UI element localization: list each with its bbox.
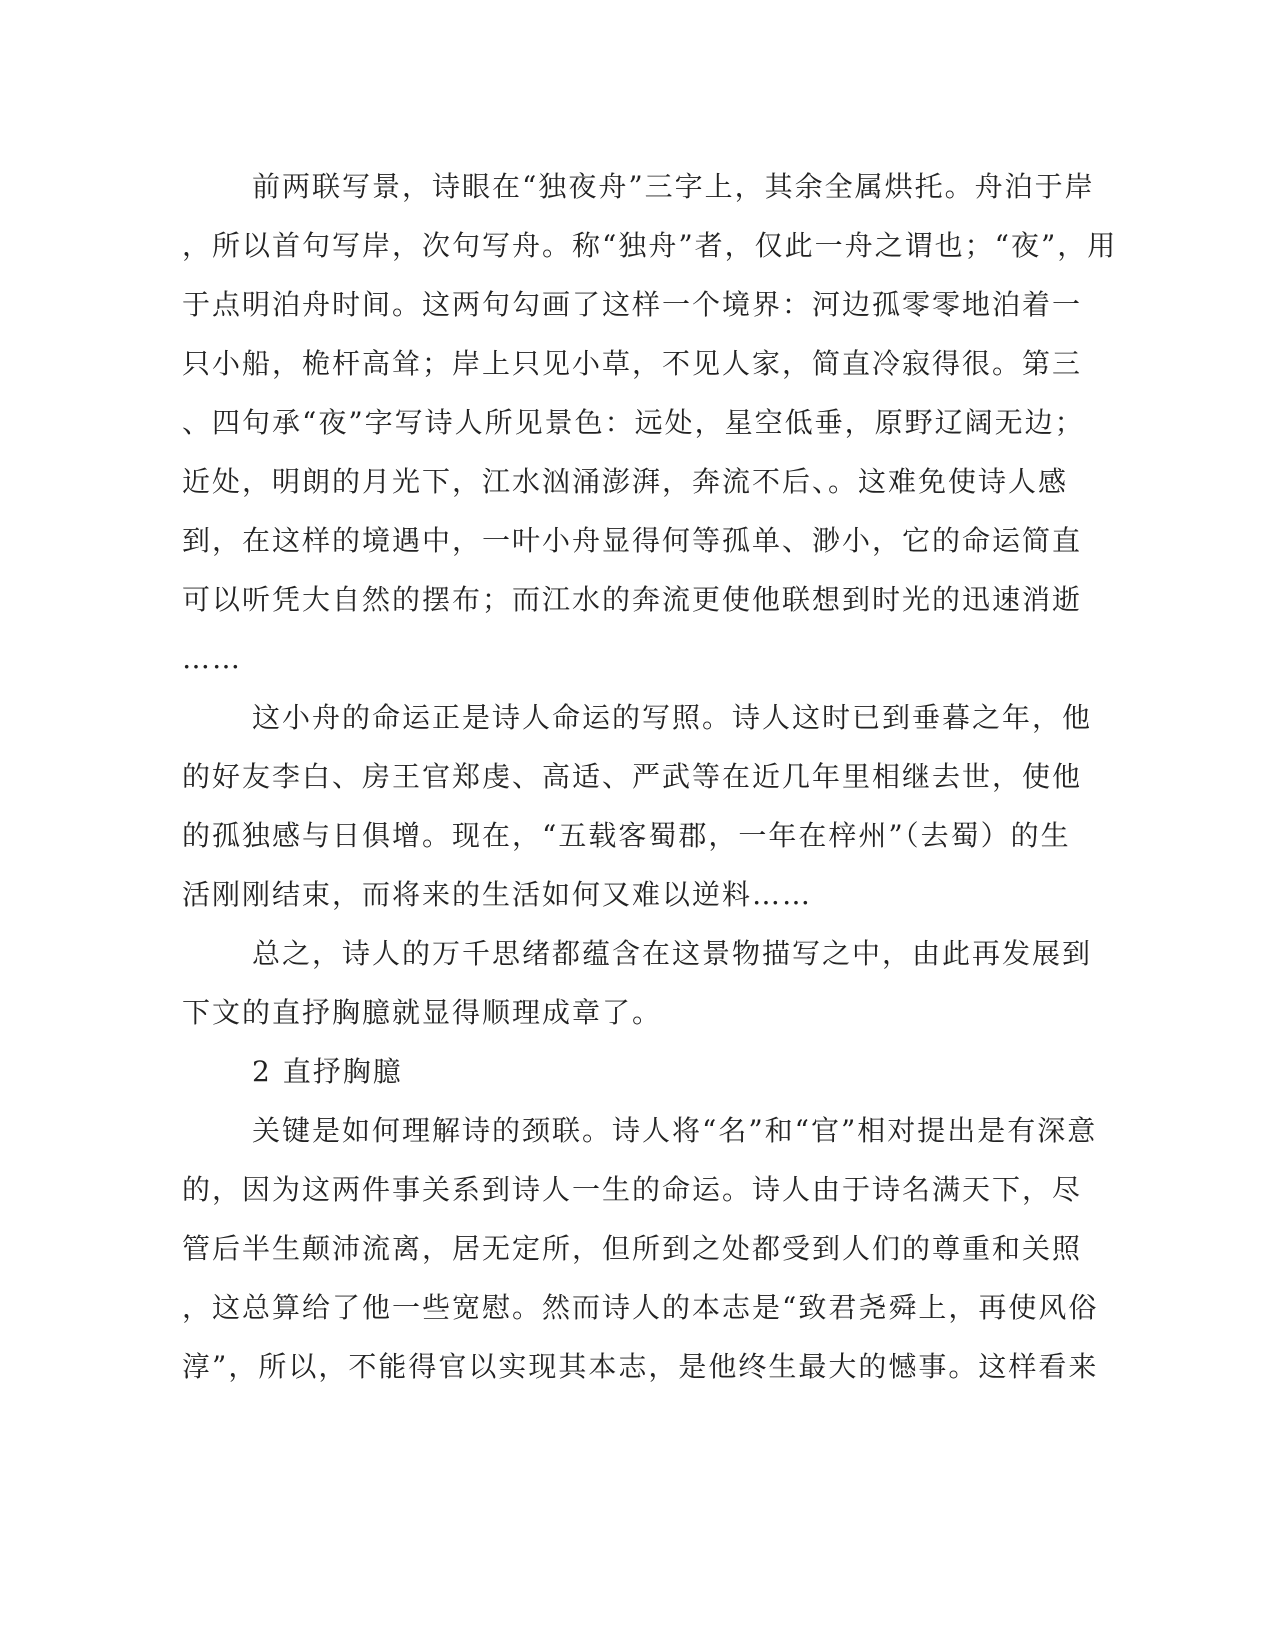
text-line: 只小船，桅杆高耸；岸上只见小草，不见人家，简直冷寂得很。第三: [182, 347, 1083, 380]
text-line: 前两联写景，诗眼在“独夜舟”三字上，其余全属烘托。舟泊于岸: [252, 170, 1095, 203]
text-line: 活刚刚结束，而将来的生活如何又难以逆料……: [182, 878, 813, 911]
text-line: 的，因为这两件事关系到诗人一生的命运。诗人由于诗名满天下，尽: [182, 1173, 1083, 1206]
text-line: 于点明泊舟时间。这两句勾画了这样一个境界：河边孤零零地泊着一: [182, 288, 1083, 321]
text-line: 管后半生颠沛流离，居无定所，但所到之处都受到人们的尊重和关照: [182, 1232, 1083, 1265]
text-line: ，所以首句写岸，次句写舟。称“独舟”者，仅此一舟之谓也；“夜”，用: [182, 229, 1118, 262]
text-line: 2 直抒胸臆: [252, 1055, 403, 1088]
text-line: 的孤独感与日俱增。现在，“五载客蜀郡，一年在梓州”（去蜀）的生: [182, 819, 1071, 852]
text-line: 关键是如何理解诗的颈联。诗人将“名”和“官”相对提出是有深意: [252, 1114, 1098, 1147]
text-line: 到，在这样的境遇中，一叶小舟显得何等孤单、渺小，它的命运简直: [182, 524, 1083, 557]
text-line: 下文的直抒胸臆就显得顺理成章了。: [182, 996, 663, 1029]
text-line: ……: [182, 642, 242, 675]
text-line: 可以听凭大自然的摆布；而江水的奔流更使他联想到时光的迅速消逝: [182, 583, 1083, 616]
text-line: 这小舟的命运正是诗人命运的写照。诗人这时已到垂暮之年，他: [252, 701, 1093, 734]
text-line: 近处，明朗的月光下，江水汹涌澎湃，奔流不后、。这难免使诗人感: [182, 465, 1069, 498]
text-line: 、四句承“夜”字写诗人所见景色：远处，星空低垂，原野辽阔无边；: [182, 406, 1085, 439]
text-line: 淳”，所以，不能得官以实现其本志，是他终生最大的憾事。这样看来: [182, 1350, 1099, 1383]
text-line: 的好友李白、房王官郑虔、高适、严武等在近几年里相继去世，使他: [182, 760, 1083, 793]
text-line: ，这总算给了他一些宽慰。然而诗人的本志是“致君尧舜上，再使风俗: [182, 1291, 1099, 1324]
text-line: 总之，诗人的万千思绪都蕴含在这景物描写之中，由此再发展到: [252, 937, 1093, 970]
body-text: [182, 157, 1118, 1396]
